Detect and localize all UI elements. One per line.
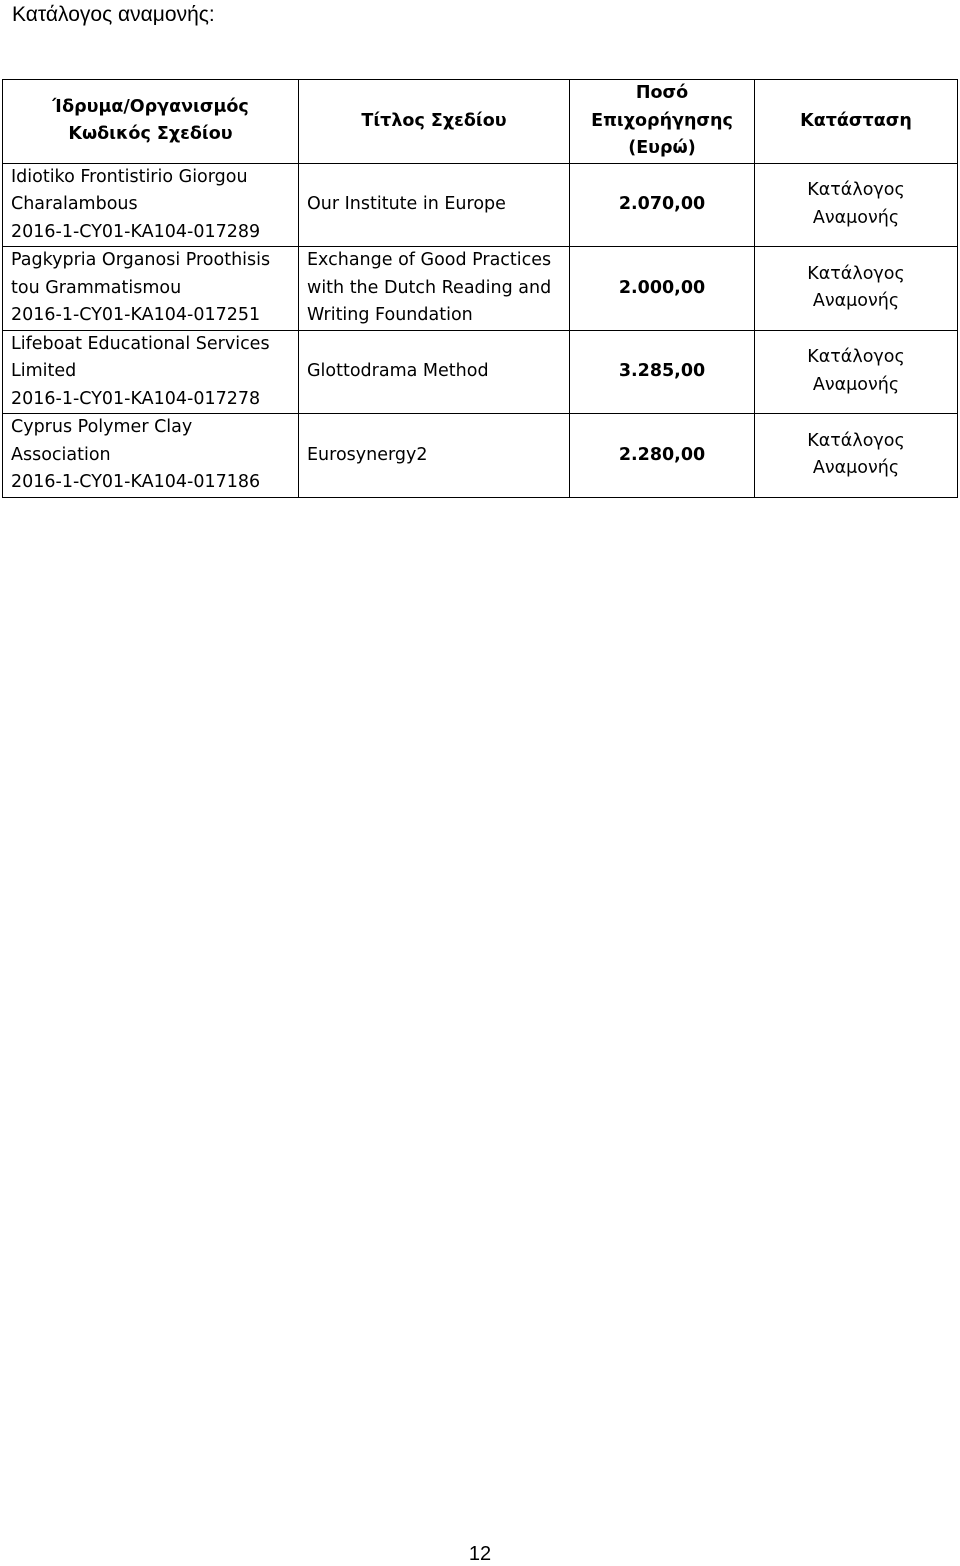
grant-amount-cell xyxy=(570,247,755,331)
table-row xyxy=(3,414,958,498)
grant-amount: 2.070,00 xyxy=(618,194,706,214)
organisation-name-line: Charalambous xyxy=(11,194,138,214)
grant-amount-cell xyxy=(570,330,755,414)
header-amount-label-3: (Ευρώ) xyxy=(628,138,696,158)
page-number: 12 xyxy=(468,1543,492,1565)
header-organisation-label: Ίδρυμα/Οργανισμός xyxy=(52,96,249,117)
project-title: Eurosynergy2 xyxy=(307,444,428,465)
status-label-line: Αναμονής xyxy=(812,374,900,395)
project-title-cell xyxy=(299,414,570,498)
status-label-line: Κατάλογος xyxy=(807,263,905,284)
header-amount-label-2: Επιχορήγησης xyxy=(591,110,733,131)
grant-amount-cell xyxy=(570,414,755,498)
project-code: 2016-1-CY01-KA104-017289 xyxy=(11,221,261,242)
organisation-name-line: Pagkypria Organosi Proothisis xyxy=(11,250,271,270)
project-code: 2016-1-CY01-KA104-017251 xyxy=(11,305,261,325)
project-code: 2016-1-CY01-KA104-017278 xyxy=(11,388,261,409)
header-organisation xyxy=(3,80,299,164)
grant-amount: 2.000,00 xyxy=(618,277,706,298)
organisation-cell xyxy=(3,247,299,331)
organisation-name-line: tou Grammatismou xyxy=(11,277,182,298)
status-cell xyxy=(755,414,958,498)
organisation-cell xyxy=(3,163,299,247)
header-status xyxy=(755,80,958,164)
organisation-cell xyxy=(3,330,299,414)
table-header-row xyxy=(3,80,958,164)
header-amount xyxy=(570,80,755,164)
header-amount-label-1: Ποσό xyxy=(635,83,689,103)
page-heading: Κατάλογος αναμονής: xyxy=(12,3,215,26)
organisation-name-line: Cyprus Polymer Clay xyxy=(11,417,193,437)
project-title-cell xyxy=(299,163,570,247)
status-label-line: Αναμονής xyxy=(812,291,900,312)
status-label-line: Αναμονής xyxy=(812,458,900,479)
organisation-cell xyxy=(3,414,299,498)
organisation-name-line: Lifeboat Educational Services xyxy=(11,333,270,354)
project-title-cell xyxy=(299,330,570,414)
grant-amount-cell xyxy=(570,163,755,247)
project-title: Glottodrama Method xyxy=(307,361,489,381)
header-status-label: Κατάσταση xyxy=(800,110,912,131)
status-label-line: Κατάλογος xyxy=(807,430,905,451)
table-row xyxy=(3,247,958,331)
status-cell xyxy=(755,330,958,414)
project-code: 2016-1-CY01-KA104-017186 xyxy=(11,472,261,492)
organisation-name-line: Idiotiko Frontistirio Giorgou xyxy=(11,166,248,187)
waitlist-table xyxy=(2,79,958,498)
project-title-cell xyxy=(299,247,570,331)
project-title: Exchange of Good Practices with the Dutch Reading and Writing Foundation xyxy=(307,250,552,325)
table-row xyxy=(3,330,958,414)
header-title-label: Τίτλος Σχεδίου xyxy=(361,110,507,131)
status-cell xyxy=(755,163,958,247)
organisation-name-line: Association xyxy=(11,444,111,465)
organisation-name-line: Limited xyxy=(11,361,77,381)
status-label-line: Κατάλογος xyxy=(807,180,905,201)
grant-amount: 2.280,00 xyxy=(618,444,706,465)
header-project-code-label: Κωδικός Σχεδίου xyxy=(68,124,233,145)
header-title xyxy=(299,80,570,164)
status-label-line: Κατάλογος xyxy=(807,347,905,368)
grant-amount: 3.285,00 xyxy=(618,361,706,381)
status-label-line: Αναμονής xyxy=(812,207,900,228)
project-title: Our Institute in Europe xyxy=(307,194,506,214)
table-row xyxy=(3,163,958,247)
status-cell xyxy=(755,247,958,331)
